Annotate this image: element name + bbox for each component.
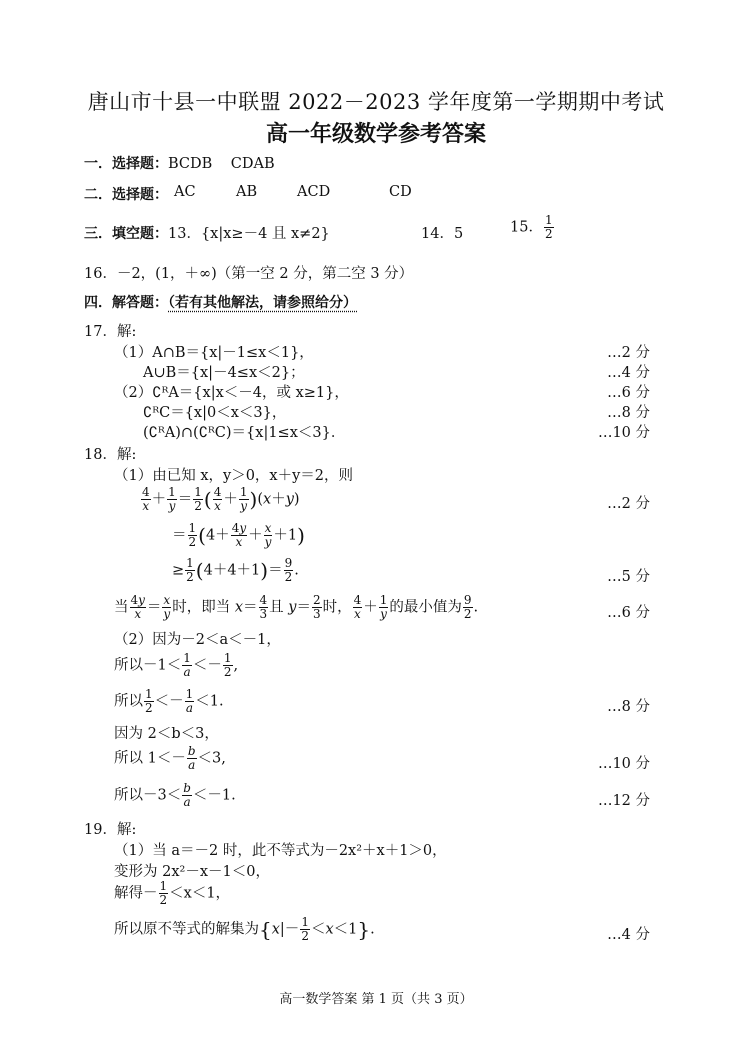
section-note: （若有其他解法，请参照给分） [168,295,357,311]
answer-13: 13．{x|x≥－4 且 x≠2} [168,226,330,242]
section-choice-2 [84,184,168,204]
formula-line: 解得－ $\frac{1}{2}$ ＜x＜1， [114,879,231,907]
answer-16: 16．－2，(1，＋∞)（第一空 2 分，第二空 3 分） [84,266,414,282]
answer-group: CDAB [230,156,275,172]
answer: CD [389,184,412,200]
answer: ACD [297,184,331,200]
section-label: 三．填空题： [84,226,168,242]
section-fill [84,222,330,243]
q19-head: 19．解: [84,822,137,838]
fraction: $\frac{1}{2}$ [544,213,553,241]
answer: AC [174,184,196,200]
q19-line: 变形为 2x²－x－1＜0， [114,864,270,880]
formula-line: $\frac{4}{x}$ ＋ $\frac{1}{y}$ ＝ $\frac{1}{2}$ ( $\frac{4}{x}$ ＋ $\frac{1}{y}$ )(x＋y) [142,485,300,513]
score: …10 分 [597,425,650,441]
q17-line: ∁ᴿC＝{x|0＜x＜3}， [143,405,287,421]
score: …8 分 [607,405,650,421]
score: …2 分 [607,345,650,361]
score: …5 分 [607,569,650,585]
page-footer: 高一数学答案 第 1 页（共 3 页） [279,992,473,1007]
q18-head: 18．解: [84,447,137,463]
q18-line: （1）由已知 x，y＞0，x＋y＝2，则 [114,468,354,484]
score: …10 分 [597,756,650,772]
score: …12 分 [597,793,650,809]
answer-group: BCDB [168,156,213,172]
formula-line: 所以 1＜－ $\frac{b}{a}$ ＜3, [114,744,226,772]
q18-line: （2）因为－2＜a＜－1， [114,632,281,648]
answer-15: 15． $\frac{1}{2}$ [510,213,553,241]
formula-line: 所以 $\frac{1}{2}$ ＜－ $\frac{1}{a}$ ＜1. [114,687,224,715]
answer-14: 14．5 [421,226,464,242]
score: …2 分 [607,496,650,512]
score: …8 分 [607,699,650,715]
q17-line: （1）A∩B＝{x|－1≤x＜1}， [114,345,314,361]
section-label: 四．解答题： [84,295,168,311]
page-subtitle: 高一年级数学参考答案 [265,122,486,147]
section-solutions [84,292,357,312]
q18-line: 因为 2＜b＜3， [114,726,219,742]
score: …6 分 [607,385,650,401]
section-choice-1 [84,153,275,173]
score: …4 分 [607,927,650,943]
formula-line: ≥ $\frac{1}{2}$ (4＋4＋1)＝ $\frac{9}{2}$ . [172,556,299,584]
formula-line: 当 $\frac{4y}{x}$ ＝ $\frac{x}{y}$ 时，即当 x＝ $\frac{4}{3}$ 且 y＝ $\frac{2}{3}$ 时， $\frac{4}{x}$ ＋ $\frac{1}{y}$ 的最小值为 $\frac{9}{2}$ . [114,593,479,621]
formula-line: 所以－3＜ $\frac{b}{a}$ ＜－1. [114,781,236,809]
q17-head: 17．解: [84,324,137,340]
section-label: 二．选择题： [84,187,168,203]
q17-line: A∪B＝{x|－4≤x＜2}； [143,365,305,381]
formula-line: 所以－1＜ $\frac{1}{a}$ ＜－ $\frac{1}{2}$ , [114,651,239,679]
section-label: 一．选择题： [84,156,168,172]
page-title: 唐山市十县一中联盟 2022－2023 学年度第一学期期中考试 [87,90,665,114]
score: …4 分 [607,365,650,381]
answer: AB [236,184,258,200]
q17-line: (∁ᴿA)∩(∁ᴿC)＝{x|1≤x＜3}． [143,425,346,441]
score: …6 分 [607,605,650,621]
formula-line: ＝ $\frac{1}{2}$ (4＋ $\frac{4y}{x}$ ＋ $\frac{x}{y}$ ＋1) [172,521,305,549]
q19-line: （1）当 a＝－2 时，此不等式为－2x²＋x＋1＞0， [114,843,447,859]
formula-line: 所以原不等式的解集为{x|－ $\frac{1}{2}$ ＜x＜1}. [114,915,375,943]
q17-line: （2）∁ᴿA＝{x|x＜－4，或 x≥1}， [114,385,349,401]
